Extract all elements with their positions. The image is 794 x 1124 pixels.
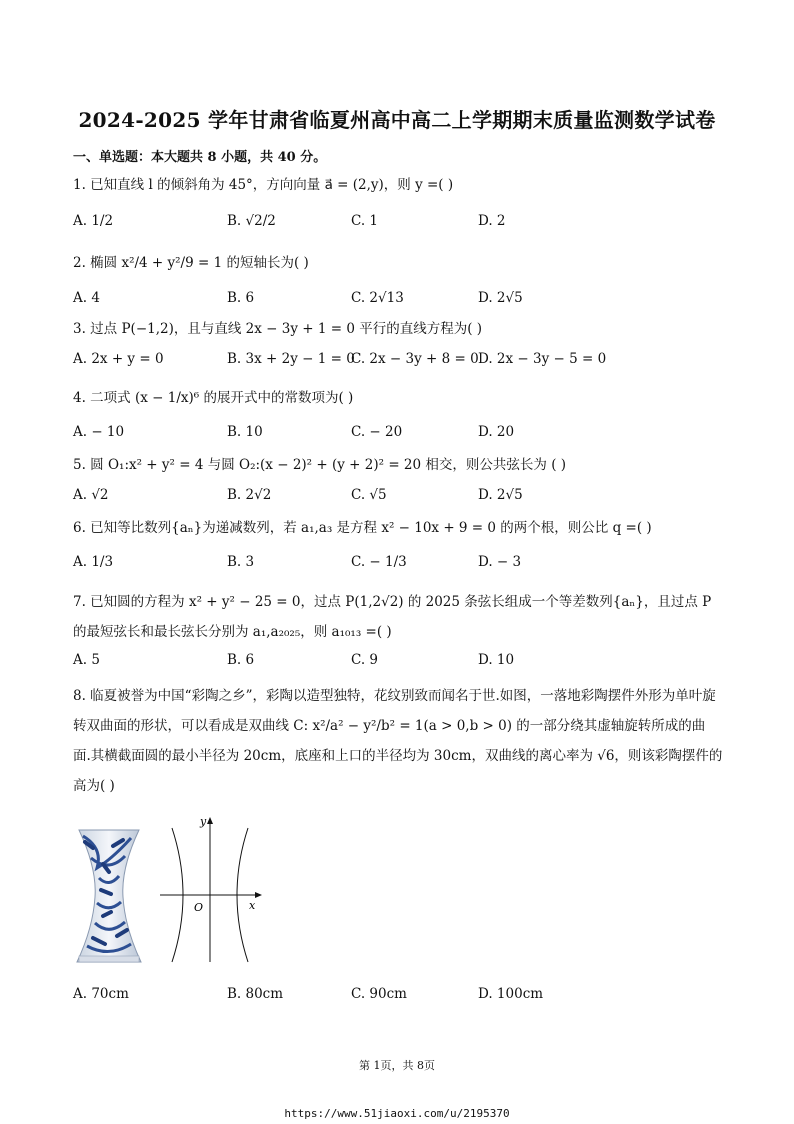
option-d: D. 20 <box>478 424 515 440</box>
section-heading: 一、单选题：本大题共 8 小题，共 40 分。 <box>73 150 327 165</box>
options-2 <box>73 290 713 310</box>
x-axis-arrow-icon <box>255 892 262 898</box>
option-c: C. 90cm <box>351 986 407 1002</box>
question-6: 6. 已知等比数列{aₙ}为递减数列，若 a₁,a₃ 是方程 x² − 10x + 9 = 0 的两个根，则公比 q =( ) <box>73 520 652 536</box>
options-3 <box>73 351 713 371</box>
option-d: D. 2 <box>478 213 506 229</box>
options-4 <box>73 424 713 444</box>
option-a: A. 1/2 <box>73 213 114 229</box>
options-6 <box>73 554 713 574</box>
question-4: 4. 二项式 (x − 1/x)⁶ 的展开式中的常数项为( ) <box>73 390 354 406</box>
question-3: 3. 过点 P(−1,2)，且与直线 2x − 3y + 1 = 0 平行的直线方程为( ) <box>73 321 483 337</box>
option-b: B. 3x + 2y − 1 = 0 <box>227 351 355 367</box>
question-1: 1. 已知直线 l 的倾斜角为 45°，方向向量 a⃗ = (2,y)，则 y =( ) <box>73 177 454 193</box>
option-b: B. 10 <box>227 424 263 440</box>
option-a: A. 70cm <box>73 986 129 1002</box>
vase-image <box>73 828 145 966</box>
question-8: 8. 临夏被誉为中国“彩陶之乡”，彩陶以造型独特，花纹别致而闻名于世.如图，一落地彩陶摆件外形为单叶旋转双曲面的形状，可以看成是双曲线 C: x²/a² − y²/b² = 1(a > 0,b > 0) 的一部分绕其虚轴旋转所成的曲面.其横截面圆的最小半径为 20cm，底座和上口的半径均为 30cm，双曲线的离心率为 √6，则该彩陶摆件的高为( ) <box>73 688 723 794</box>
option-a: A. 5 <box>73 652 100 668</box>
option-a: A. √2 <box>73 487 109 503</box>
option-c: C. 1 <box>351 213 379 229</box>
option-a: A. − 10 <box>73 424 125 440</box>
option-c: C. − 1/3 <box>351 554 407 570</box>
watermark-url: https://www.51jiaoxi.com/u/2195370 <box>284 1107 510 1120</box>
option-d: D. 10 <box>478 652 515 668</box>
options-8 <box>73 986 713 1006</box>
question-7: 7. 已知圆的方程为 x² + y² − 25 = 0，过点 P(1,2√2) 的 2025 条弦长组成一个等差数列{aₙ}，且过点 P 的最短弦长和最长弦长分别为 a₁,a₂₀₂₅，则 a₁₀₁₃ =( ) <box>73 594 712 640</box>
option-b: B. 2√2 <box>227 487 272 503</box>
question-5: 5. 圆 O₁:x² + y² = 4 与圆 O₂:(x − 2)² + (y + 2)² = 20 相交，则公共弦长为 ( ) <box>73 457 567 473</box>
option-b: B. 6 <box>227 652 255 668</box>
y-axis-arrow-icon <box>207 817 213 824</box>
option-d: D. 2√5 <box>478 290 523 306</box>
options-5 <box>73 487 713 507</box>
x-axis-label: x <box>249 899 256 912</box>
option-d: D. 100cm <box>478 986 544 1002</box>
y-axis-label: y <box>200 815 207 828</box>
option-c: C. − 20 <box>351 424 403 440</box>
option-d: D. − 3 <box>478 554 522 570</box>
option-a: A. 2x + y = 0 <box>73 351 164 367</box>
option-b: B. √2/2 <box>227 213 276 229</box>
option-c: C. 2x − 3y + 8 = 0 <box>351 351 479 367</box>
option-d: D. 2x − 3y − 5 = 0 <box>478 351 607 367</box>
option-a: A. 4 <box>73 290 100 306</box>
option-c: C. 9 <box>351 652 379 668</box>
origin-label: O <box>194 901 204 914</box>
options-7 <box>73 652 713 672</box>
option-b: B. 3 <box>227 554 255 570</box>
option-c: C. 2√13 <box>351 290 404 306</box>
page-footer: 第 1页，共 8页 <box>359 1059 435 1072</box>
hyperbola-graph <box>152 812 270 970</box>
option-b: B. 6 <box>227 290 255 306</box>
option-b: B. 80cm <box>227 986 284 1002</box>
option-a: A. 1/3 <box>73 554 114 570</box>
options-1 <box>73 213 713 233</box>
question-2: 2. 椭圆 x²/4 + y²/9 = 1 的短轴长为( ) <box>73 255 309 271</box>
option-d: D. 2√5 <box>478 487 523 503</box>
page-title: 2024-2025 学年甘肃省临夏州高中高二上学期期末质量监测数学试卷 <box>78 108 716 132</box>
option-c: C. √5 <box>351 487 387 503</box>
